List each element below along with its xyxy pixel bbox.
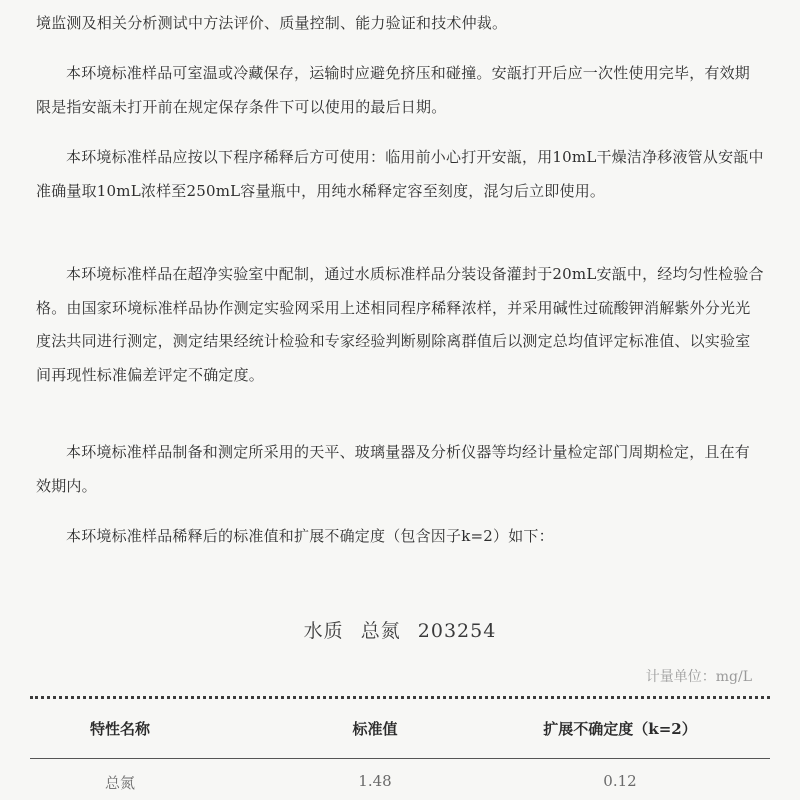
paragraph-storage: 本环境标准样品可室温或冷藏保存，运输时应避免挤压和碰撞。安瓿打开后应一次性使用完毕，有效期限是指安瓿未打开前在规定保存条件下可以使用的最后日期。 [36, 64, 751, 116]
table-cell-uncertainty: 0.12 [603, 772, 637, 790]
table-cell-standard-value: 1.48 [358, 772, 392, 790]
paragraph-dilution: 本环境标准样品应按以下程序稀释后方可使用：临用前小心打开安瓿，用10mL干燥洁净移液管从安瓿中准确量取10mL浓样至250mL容量瓶中，用纯水稀释定容至刻度，混匀后立即使用。 [36, 148, 764, 200]
table-header-property: 特性名称 [89, 720, 150, 738]
paragraph-calibration: 本环境标准样品制备和测定所采用的天平、玻璃量器及分析仪器等均经计量检定部门周期检定，且在有效期内。 [36, 443, 751, 495]
table-header-uncertainty: 扩展不确定度（k=2） [543, 720, 697, 738]
table-top-rule [30, 696, 770, 699]
table-cell-property: 总氮 [104, 774, 135, 792]
paragraph-intro-continuation: 境监测及相关分析测试中方法评价、质量控制、能力验证和技术仲裁。 [36, 14, 508, 32]
paragraph-preparation: 本环境标准样品在超净实验室中配制，通过水质标准样品分装设备灌封于20mL安瓿中，经均匀性检验合格。由国家环境标准样品协作测定实验网采用上述相同程序稀释浓样，并采用碱性过硫酸钾消解紫外分光光度法共同进行测定，测定结果经统计检验和专家经验判断剔除离群值后以测定总均值评定标准值、以实验室间再现性标准偏差评定不确定度。 [36, 265, 764, 384]
table-title-part2: 总氮 [360, 620, 401, 642]
table-title [0, 616, 800, 643]
paragraph-standard-values: 本环境标准样品稀释后的标准值和扩展不确定度（包含因子k=2）如下： [66, 527, 554, 545]
measurement-unit: 计量单位：mg/L [645, 669, 752, 685]
table-title-part1: 水质 [303, 620, 344, 642]
table-title-code: 203254 [417, 620, 497, 642]
table-header-rule [30, 758, 770, 759]
table-header-standard-value: 标准值 [352, 720, 398, 738]
